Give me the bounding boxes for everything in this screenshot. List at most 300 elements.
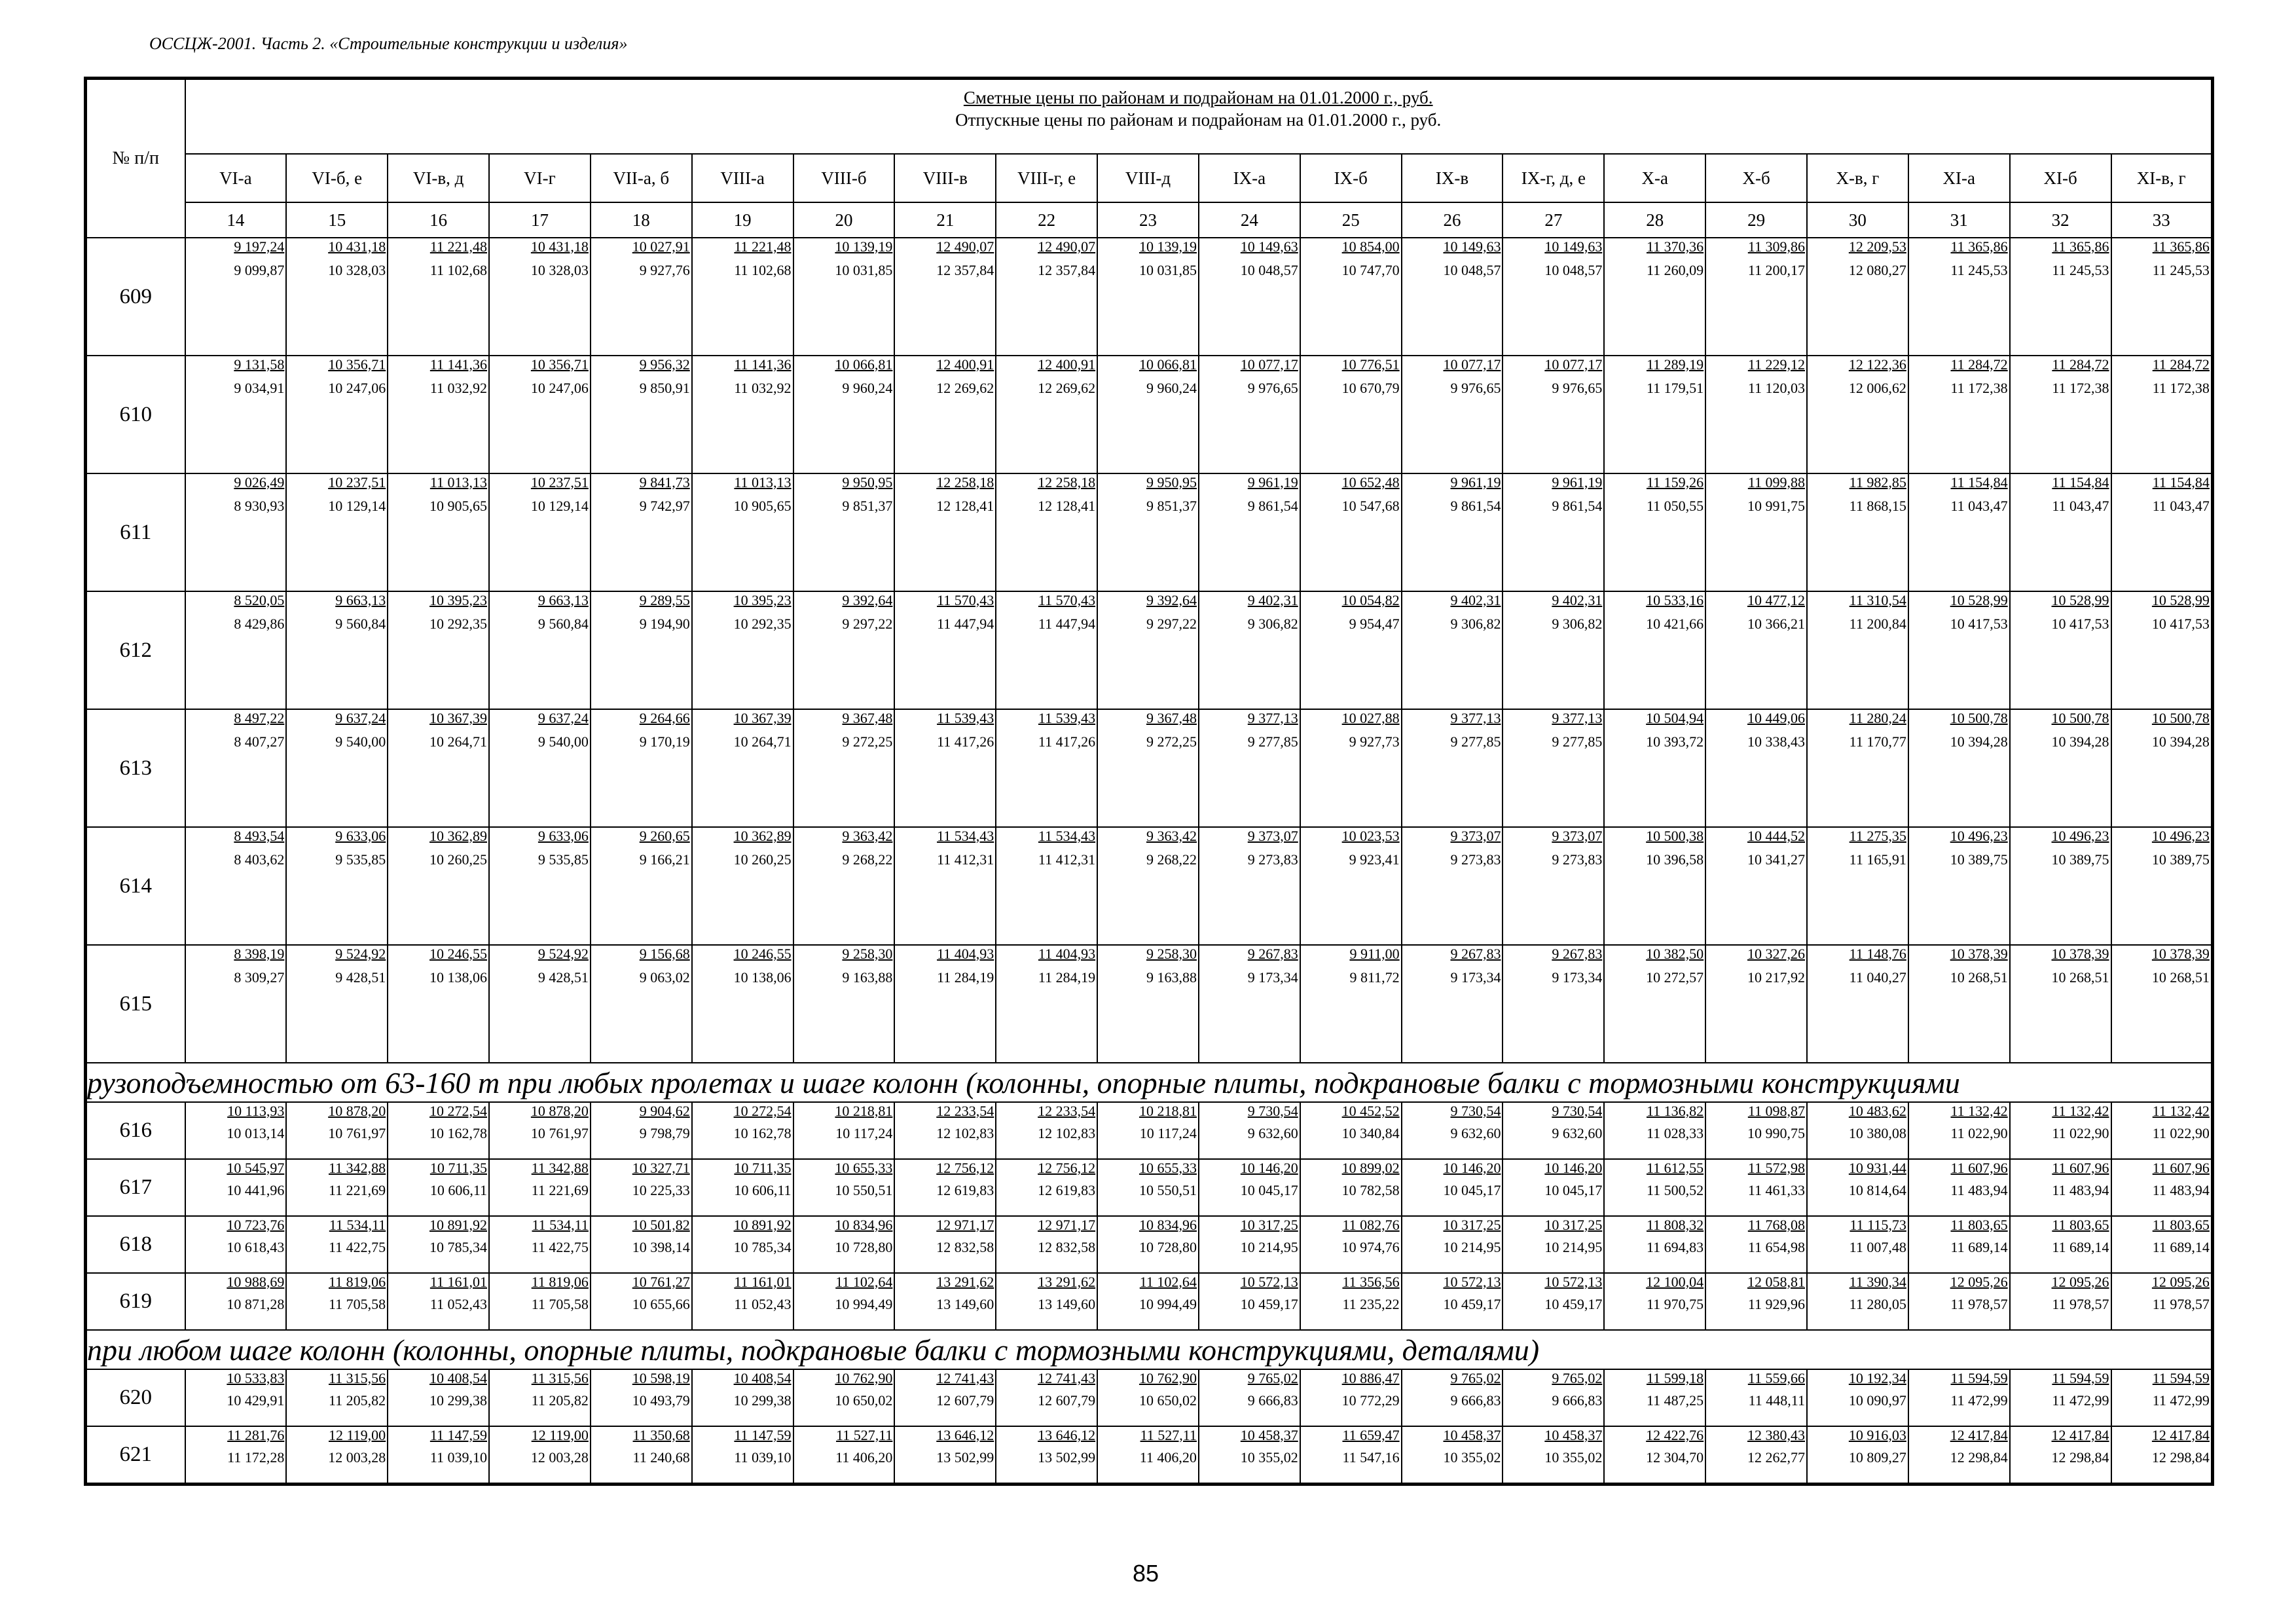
- estimated-price: 10 496,23: [2051, 828, 2109, 844]
- price-cell: [1097, 1426, 1199, 1485]
- estimated-price: 9 258,30: [842, 946, 893, 962]
- price-cell: [1199, 1159, 1300, 1216]
- release-price: 11 280,05: [1849, 1296, 1906, 1312]
- estimated-price: 12 100,04: [1646, 1274, 1704, 1290]
- estimated-price: 10 023,53: [1341, 828, 1400, 844]
- price-cell: [1300, 1426, 1402, 1485]
- estimated-price: 13 291,62: [936, 1274, 994, 1290]
- release-price: 9 535,85: [335, 851, 386, 868]
- price-cell: [388, 945, 489, 1063]
- price-cell: [894, 709, 996, 827]
- release-price: 9 277,85: [1247, 733, 1298, 750]
- price-cell: [489, 827, 591, 945]
- release-price: 8 930,93: [234, 498, 285, 514]
- estimated-price: 11 284,72: [2052, 356, 2109, 373]
- estimated-price: 11 527,11: [1140, 1427, 1197, 1443]
- release-price: 9 428,51: [335, 969, 386, 986]
- price-cell: [591, 238, 692, 356]
- row-number: 613: [86, 709, 185, 827]
- release-price: 12 128,41: [1038, 498, 1096, 514]
- estimated-price: 10 246,55: [733, 946, 792, 962]
- release-price: 11 052,43: [429, 1296, 488, 1312]
- price-cell: [894, 1216, 996, 1273]
- estimated-price: 9 373,07: [1552, 828, 1603, 844]
- price-cell: [1097, 1273, 1199, 1330]
- estimated-price: 10 327,26: [1747, 946, 1805, 962]
- estimated-price: 9 663,13: [538, 592, 589, 608]
- row-number: 618: [86, 1216, 185, 1273]
- estimated-price: 10 723,76: [227, 1217, 285, 1233]
- column-number: 19: [692, 202, 793, 238]
- estimated-price: 10 317,25: [1240, 1217, 1298, 1233]
- price-cell: [1402, 473, 1503, 591]
- release-price: 11 406,20: [1139, 1449, 1197, 1466]
- release-price: 10 785,34: [429, 1239, 488, 1255]
- estimated-price: 10 500,78: [2051, 710, 2109, 726]
- price-cell: [1300, 1159, 1402, 1216]
- price-cell: [286, 1102, 388, 1159]
- estimated-price: 11 102,64: [835, 1274, 893, 1290]
- price-cell: [793, 1369, 895, 1426]
- release-price: 12 357,84: [936, 262, 994, 278]
- estimated-price: 11 594,59: [2152, 1370, 2210, 1386]
- estimated-price: 10 572,13: [1443, 1274, 1501, 1290]
- price-cell: [1503, 591, 1604, 709]
- estimated-price: 10 146,20: [1544, 1160, 1603, 1176]
- estimated-price: 12 119,00: [329, 1427, 386, 1443]
- price-cell: [1300, 1102, 1402, 1159]
- release-price: 9 163,88: [842, 969, 893, 986]
- release-price: 12 298,84: [2151, 1449, 2210, 1466]
- region-header: VII-а, б: [591, 154, 692, 202]
- price-cell: [692, 1159, 793, 1216]
- estimated-price: 10 496,23: [1950, 828, 2008, 844]
- column-number: 17: [489, 202, 591, 238]
- release-price: 11 412,31: [1038, 851, 1096, 868]
- price-cell: [591, 591, 692, 709]
- price-cell: [1300, 238, 1402, 356]
- price-cell: [185, 709, 287, 827]
- release-price: 9 535,85: [538, 851, 589, 868]
- estimated-price: 11 404,93: [937, 946, 994, 962]
- price-cell: [1402, 709, 1503, 827]
- price-cell: [185, 1102, 287, 1159]
- estimated-price: 12 380,43: [1747, 1427, 1805, 1443]
- price-cell: [185, 473, 287, 591]
- price-cell: [1199, 1426, 1300, 1485]
- price-cell: [388, 591, 489, 709]
- price-cell: [1503, 356, 1604, 473]
- row-number: 620: [86, 1369, 185, 1426]
- price-cell: [2111, 709, 2213, 827]
- estimated-price: 10 458,37: [1544, 1427, 1603, 1443]
- estimated-price: 11 132,42: [1950, 1103, 2008, 1119]
- release-price: 10 031,85: [1139, 262, 1197, 278]
- price-cell: [894, 1369, 996, 1426]
- price-cell: [1908, 591, 2010, 709]
- release-price: 11 032,92: [734, 380, 792, 396]
- release-price: 10 393,72: [1646, 733, 1704, 750]
- estimated-price: 11 803,65: [2152, 1217, 2210, 1233]
- release-price: 10 417,53: [1950, 616, 2008, 632]
- estimated-price: 9 950,95: [842, 474, 893, 490]
- release-price: 11 422,75: [531, 1239, 589, 1255]
- estimated-price: 9 392,64: [1146, 592, 1197, 608]
- estimated-price: 11 013,13: [734, 474, 792, 490]
- table-row: [86, 356, 2213, 473]
- release-price: 10 655,66: [632, 1296, 690, 1312]
- price-cell: [1402, 591, 1503, 709]
- estimated-price: 9 377,13: [1247, 710, 1298, 726]
- price-cell: [1807, 356, 1908, 473]
- release-price: 10 090,97: [1848, 1392, 1906, 1409]
- release-price: 11 689,14: [2152, 1239, 2210, 1255]
- estimated-price: 10 776,51: [1341, 356, 1400, 373]
- release-price: 10 761,97: [530, 1125, 589, 1141]
- release-price: 10 550,51: [1139, 1182, 1197, 1198]
- estimated-price: 10 496,23: [2151, 828, 2210, 844]
- release-price: 11 472,99: [2152, 1392, 2210, 1409]
- price-cell: [185, 1216, 287, 1273]
- price-cell: [692, 356, 793, 473]
- price-cell: [286, 709, 388, 827]
- release-price: 10 814,64: [1848, 1182, 1906, 1198]
- estimated-price: 11 342,88: [329, 1160, 386, 1176]
- release-price: 9 272,25: [842, 733, 893, 750]
- estimated-price: 10 655,33: [1139, 1160, 1197, 1176]
- price-cell: [1705, 1273, 1807, 1330]
- release-price: 11 472,99: [1950, 1392, 2008, 1409]
- release-price: 9 851,37: [1146, 498, 1197, 514]
- price-cell: [1503, 1426, 1604, 1485]
- price-cell: [793, 827, 895, 945]
- price-cell: [388, 1426, 489, 1485]
- estimated-price: 10 139,19: [1139, 238, 1197, 255]
- release-price: 11 039,10: [429, 1449, 488, 1466]
- estimated-price: 9 392,64: [842, 592, 893, 608]
- release-price: 10 772,29: [1341, 1392, 1400, 1409]
- price-cell: [692, 1273, 793, 1330]
- release-price: 9 632,60: [1450, 1125, 1501, 1141]
- release-price: 9 976,65: [1247, 380, 1298, 396]
- price-cell: [2010, 238, 2111, 356]
- price-cell: [1807, 945, 1908, 1063]
- region-header: IX-г, д, е: [1503, 154, 1604, 202]
- release-price: 11 694,83: [1646, 1239, 1704, 1255]
- price-cell: [1503, 473, 1604, 591]
- release-price: 9 170,19: [639, 733, 690, 750]
- release-price: 13 502,99: [936, 1449, 994, 1466]
- release-price: 10 809,27: [1848, 1449, 1906, 1466]
- release-price: 9 851,37: [842, 498, 893, 514]
- estimated-price: 10 899,02: [1341, 1160, 1400, 1176]
- release-price: 10 355,02: [1544, 1449, 1603, 1466]
- column-number: 14: [185, 202, 287, 238]
- estimated-price: 12 971,17: [1038, 1217, 1096, 1233]
- release-price: 12 003,28: [530, 1449, 589, 1466]
- price-cell: [2111, 1216, 2213, 1273]
- estimated-price: 11 082,76: [1342, 1217, 1400, 1233]
- price-cell: [489, 473, 591, 591]
- release-price: 10 459,17: [1544, 1296, 1603, 1312]
- price-cell: [185, 1369, 287, 1426]
- price-cell: [1503, 1369, 1604, 1426]
- estimated-price: 9 765,02: [1450, 1370, 1501, 1386]
- estimated-price: 10 834,96: [1139, 1217, 1197, 1233]
- price-cell: [1908, 1216, 2010, 1273]
- release-price: 10 338,43: [1747, 733, 1805, 750]
- release-price: 12 832,58: [1038, 1239, 1096, 1255]
- price-cell: [996, 827, 1097, 945]
- price-cell: [1705, 1426, 1807, 1485]
- price-cell: [286, 1159, 388, 1216]
- release-price: 11 022,90: [2152, 1125, 2210, 1141]
- release-price: 11 032,92: [429, 380, 488, 396]
- price-cell: [1300, 1216, 1402, 1273]
- price-cell: [185, 1159, 287, 1216]
- price-cell: [1402, 1369, 1503, 1426]
- release-price: 9 540,00: [538, 733, 589, 750]
- release-price: 11 200,84: [1849, 616, 1906, 632]
- price-cell: [489, 238, 591, 356]
- price-cell: [692, 473, 793, 591]
- release-price: 8 407,27: [234, 733, 285, 750]
- price-cell: [1908, 827, 2010, 945]
- release-price: 12 128,41: [936, 498, 994, 514]
- estimated-price: 10 878,20: [328, 1103, 386, 1119]
- price-cell: [1807, 827, 1908, 945]
- estimated-price: 9 961,19: [1450, 474, 1501, 490]
- estimated-price: 9 267,83: [1450, 946, 1501, 962]
- release-price: 11 120,03: [1747, 380, 1805, 396]
- table-row: [86, 591, 2213, 709]
- price-cell: [1807, 1159, 1908, 1216]
- price-cell: [388, 709, 489, 827]
- estimated-price: 10 378,39: [2151, 946, 2210, 962]
- price-cell: [1503, 1216, 1604, 1273]
- price-cell: [489, 356, 591, 473]
- price-cell: [894, 1426, 996, 1485]
- estimated-price: 11 534,11: [329, 1217, 386, 1233]
- row-number: 610: [86, 356, 185, 473]
- row-number: 609: [86, 238, 185, 356]
- release-price: 13 502,99: [1038, 1449, 1096, 1466]
- price-cell: [793, 1273, 895, 1330]
- estimated-price: 9 197,24: [234, 238, 285, 255]
- price-cell: [591, 1216, 692, 1273]
- estimated-price: 11 390,34: [1849, 1274, 1906, 1290]
- price-cell: [489, 1273, 591, 1330]
- estimated-price: 11 570,43: [1038, 592, 1096, 608]
- region-header: VI-г: [489, 154, 591, 202]
- column-number: 33: [2111, 202, 2213, 238]
- estimated-price: 10 356,71: [530, 356, 589, 373]
- estimated-price: 9 956,32: [639, 356, 690, 373]
- price-cell: [1199, 945, 1300, 1063]
- estimated-price: 11 284,72: [1950, 356, 2008, 373]
- estimated-price: 12 095,26: [2151, 1274, 2210, 1290]
- estimated-price: 11 148,76: [1849, 946, 1906, 962]
- release-price: 8 429,86: [234, 616, 285, 632]
- estimated-price: 9 289,55: [639, 592, 690, 608]
- section-heading-row: [86, 1063, 2213, 1102]
- price-cell: [1300, 473, 1402, 591]
- estimated-price: 10 218,81: [1139, 1103, 1197, 1119]
- release-price: 9 927,73: [1349, 733, 1400, 750]
- price-cell: [692, 709, 793, 827]
- estimated-price: 10 077,17: [1443, 356, 1501, 373]
- price-cell: [1097, 473, 1199, 591]
- release-price: 11 022,90: [1950, 1125, 2008, 1141]
- price-cell: [1705, 591, 1807, 709]
- estimated-price: 11 154,84: [2152, 474, 2210, 490]
- price-cell: [894, 591, 996, 709]
- section-heading: при любом шаге колонн (колонны, опорные плиты, подкрановые балки с тормозными конструкциями, деталями): [87, 1333, 1540, 1367]
- release-price: 10 650,02: [1139, 1392, 1197, 1409]
- release-price: 10 138,06: [733, 969, 792, 986]
- release-price: 11 039,10: [734, 1449, 792, 1466]
- release-price: 11 050,55: [1646, 498, 1704, 514]
- price-cell: [1807, 591, 1908, 709]
- release-price: 11 284,19: [1038, 969, 1096, 986]
- release-price: 10 162,78: [733, 1125, 792, 1141]
- estimated-price: 10 218,81: [835, 1103, 893, 1119]
- price-cell: [793, 591, 895, 709]
- release-price: 11 200,17: [1747, 262, 1805, 278]
- estimated-price: 11 229,12: [1747, 356, 1805, 373]
- estimated-price: 10 711,35: [429, 1160, 488, 1176]
- price-cell: [1300, 827, 1402, 945]
- price-cell: [996, 1216, 1097, 1273]
- price-cell: [1908, 1369, 2010, 1426]
- estimated-price: 9 377,13: [1450, 710, 1501, 726]
- price-cell: [894, 1102, 996, 1159]
- column-number: 22: [996, 202, 1097, 238]
- release-price: 12 006,62: [1848, 380, 1906, 396]
- price-cell: [2111, 827, 2213, 945]
- price-cell: [793, 1216, 895, 1273]
- estimated-price: 11 315,56: [329, 1370, 386, 1386]
- price-cell: [1705, 473, 1807, 591]
- price-cell: [1705, 1369, 1807, 1426]
- release-price: 10 328,03: [530, 262, 589, 278]
- price-cell: [996, 1102, 1097, 1159]
- release-price: 12 298,84: [1950, 1449, 2008, 1466]
- table-title-line-1: Сметные цены по районам и подрайонам на 01.01.2000 г., руб.: [963, 88, 1433, 107]
- estimated-price: 9 377,13: [1552, 710, 1603, 726]
- estimated-price: 11 356,56: [1342, 1274, 1400, 1290]
- release-price: 11 448,11: [1748, 1392, 1805, 1409]
- estimated-price: 10 891,92: [429, 1217, 488, 1233]
- release-price: 10 031,85: [835, 262, 893, 278]
- price-cell: [1503, 827, 1604, 945]
- release-price: 9 273,83: [1552, 851, 1603, 868]
- estimated-price: 10 317,25: [1544, 1217, 1603, 1233]
- release-price: 9 811,72: [1349, 969, 1400, 986]
- release-price: 11 043,47: [1950, 498, 2008, 514]
- column-number: 24: [1199, 202, 1300, 238]
- estimated-price: 10 149,63: [1443, 238, 1501, 255]
- estimated-price: 10 395,23: [429, 592, 488, 608]
- release-price: 10 747,70: [1341, 262, 1400, 278]
- price-cell: [1908, 473, 2010, 591]
- price-cell: [2010, 709, 2111, 827]
- release-price: 11 483,94: [2052, 1182, 2109, 1198]
- release-price: 10 117,24: [835, 1125, 893, 1141]
- estimated-price: 9 267,83: [1552, 946, 1603, 962]
- estimated-price: 12 422,76: [1646, 1427, 1704, 1443]
- price-cell: [1097, 1159, 1199, 1216]
- column-number: 30: [1807, 202, 1908, 238]
- estimated-price: 11 768,08: [1747, 1217, 1805, 1233]
- estimated-price: 9 402,31: [1450, 592, 1501, 608]
- table-row: [86, 473, 2213, 591]
- estimated-price: 11 289,19: [1646, 356, 1704, 373]
- release-price: 10 117,24: [1139, 1125, 1197, 1141]
- price-cell: [591, 1273, 692, 1330]
- price-cell: [1199, 591, 1300, 709]
- estimated-price: 9 402,31: [1247, 592, 1298, 608]
- estimated-price: 12 756,12: [936, 1160, 994, 1176]
- price-cell: [1705, 1216, 1807, 1273]
- estimated-price: 8 497,22: [234, 710, 285, 726]
- price-cell: [1908, 1426, 2010, 1485]
- price-cell: [489, 709, 591, 827]
- price-cell: [1097, 1369, 1199, 1426]
- estimated-price: 9 911,00: [1349, 946, 1400, 962]
- estimated-price: 12 119,00: [531, 1427, 589, 1443]
- table-row: [86, 1369, 2213, 1426]
- release-price: 11 028,33: [1646, 1125, 1704, 1141]
- estimated-price: 9 026,49: [234, 474, 285, 490]
- estimated-price: 11 280,24: [1849, 710, 1906, 726]
- estimated-price: 9 260,65: [639, 828, 690, 844]
- release-price: 10 905,65: [429, 498, 488, 514]
- release-price: 10 670,79: [1341, 380, 1400, 396]
- column-number: 15: [286, 202, 388, 238]
- release-price: 9 540,00: [335, 733, 386, 750]
- price-cell: [286, 473, 388, 591]
- release-price: 9 306,82: [1552, 616, 1603, 632]
- estimated-price: 11 013,13: [429, 474, 488, 490]
- estimated-price: 9 258,30: [1146, 946, 1197, 962]
- price-cell: [1402, 1216, 1503, 1273]
- price-cell: [692, 827, 793, 945]
- release-price: 12 262,77: [1747, 1449, 1805, 1466]
- release-price: 10 990,75: [1747, 1125, 1805, 1141]
- row-number: 612: [86, 591, 185, 709]
- price-cell: [793, 473, 895, 591]
- price-cell: [1300, 356, 1402, 473]
- release-price: 12 832,58: [936, 1239, 994, 1255]
- estimated-price: 11 147,59: [429, 1427, 488, 1443]
- price-cell: [2010, 827, 2111, 945]
- estimated-price: 10 572,13: [1544, 1274, 1603, 1290]
- price-cell: [894, 1159, 996, 1216]
- price-cell: [2111, 1369, 2213, 1426]
- estimated-price: 8 493,54: [234, 828, 285, 844]
- estimated-price: 12 971,17: [936, 1217, 994, 1233]
- price-cell: [388, 238, 489, 356]
- release-price: 10 272,57: [1646, 969, 1704, 986]
- estimated-price: 10 054,82: [1341, 592, 1400, 608]
- estimated-price: 10 237,51: [530, 474, 589, 490]
- estimated-price: 11 132,42: [2152, 1103, 2210, 1119]
- price-cell: [692, 1369, 793, 1426]
- column-number: 25: [1300, 202, 1402, 238]
- estimated-price: 11 310,54: [1849, 592, 1906, 608]
- price-cell: [2010, 591, 2111, 709]
